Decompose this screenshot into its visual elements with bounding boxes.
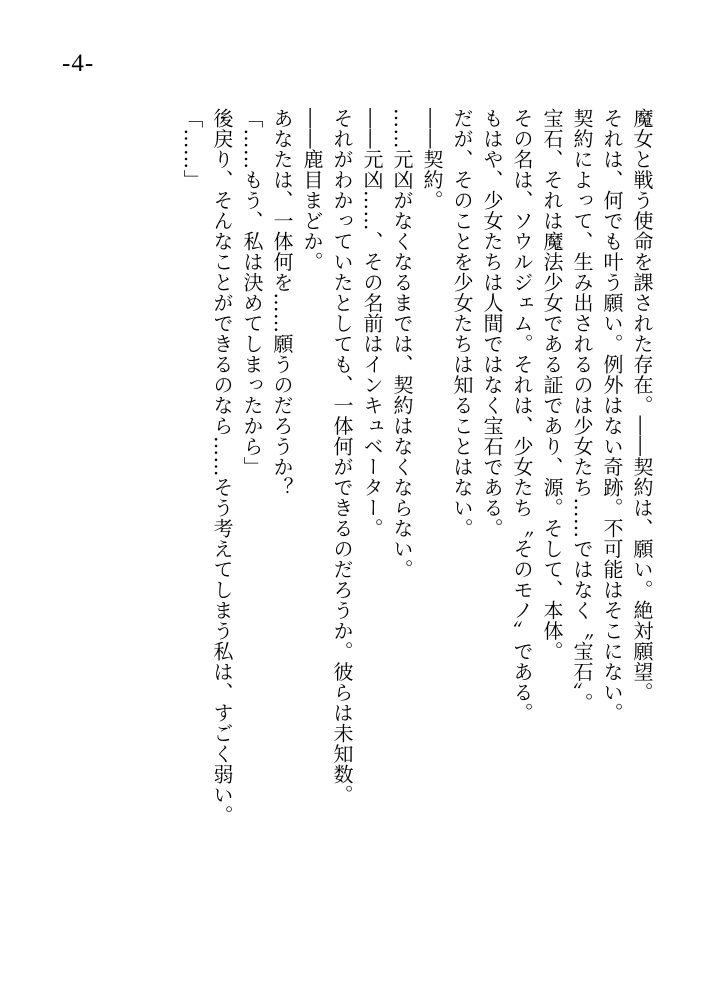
text-line: 契約によって、生み出されるのは少女たち……ではなく〝宝石〟。 bbox=[570, 108, 594, 713]
text-line: ――元凶……、その名前はインキュベーター。 bbox=[360, 108, 384, 539]
text-line: 後戻り、そんなことができるのなら……そう考えてしまう私は、すごく弱い。 bbox=[210, 108, 234, 826]
text-line: だが、そのことを少女たちは知ることはない。 bbox=[450, 108, 474, 539]
text-line: ――鹿目まどか。 bbox=[300, 108, 324, 272]
text-line: 魔女と戦う使命を課された存在。――契約は、願い。絶対願望。 bbox=[630, 108, 654, 703]
text-line: それがわかっていたとしても、一体何ができるのだろうか。彼らは未知数。 bbox=[330, 108, 354, 805]
text-line: もはや、少女たちは人間ではなく宝石である。 bbox=[480, 108, 504, 539]
vertical-body-text bbox=[177, 108, 657, 868]
text-line: 宝石、それは魔法少女である証であり、源。そして、本体。 bbox=[540, 108, 564, 662]
text-line: その名は、ソウルジェム。それは、少女たち〝そのモノ〟である。 bbox=[510, 108, 534, 723]
text-line: ……元凶がなくなるまでは、契約はなくならない。 bbox=[390, 108, 414, 580]
page-number: -4- bbox=[62, 50, 95, 77]
text-line: 「……」 bbox=[180, 108, 204, 190]
text-line: ――契約。 bbox=[420, 108, 444, 211]
text-line: 「……もう、私は決めてしまったから」 bbox=[240, 108, 264, 477]
text-line: それは、何でも叶う願い。例外はない奇跡。不可能はそこにない。 bbox=[600, 108, 624, 723]
text-line: あなたは、一体何を……願うのだろうか？ bbox=[270, 108, 294, 498]
